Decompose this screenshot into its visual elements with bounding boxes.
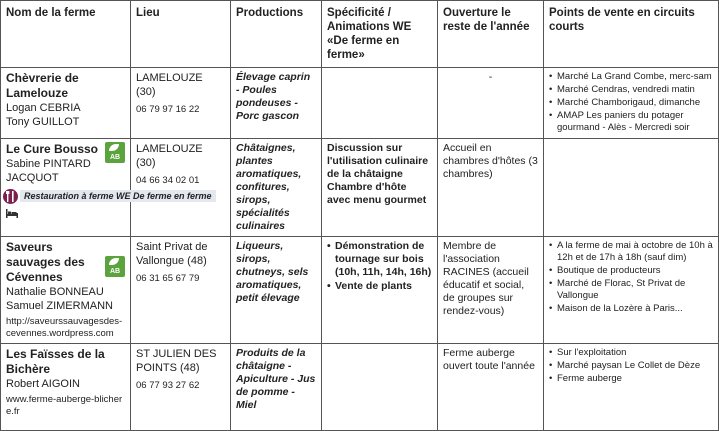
header-row: [1, 1, 719, 68]
specificite-text: Discussion sur l'utilisation culinaire de la châtaigne Chambre d'hôte avec menu gourmet: [327, 142, 429, 206]
ouverture-text: Membre de l'association RACINES (accueil éducatif et social, de groupes sur rendez-vous): [443, 240, 529, 317]
fork-knife-icon: [3, 189, 18, 204]
cell-productions: [231, 139, 322, 237]
website-link[interactable]: http://saveurssauvagesdes-cevennes.wordpress.com: [6, 316, 123, 339]
productions-text: Liqueurs, sirops, chutneys, sels aromatiques, petit élevage: [236, 240, 309, 304]
cell-productions: [231, 344, 322, 431]
person-name: Logan CEBRIA: [6, 102, 81, 114]
productions-text: Produits de la châtaigne - Apiculture - Jus de pomme - Miel: [236, 347, 316, 411]
cell-points-vente: [544, 237, 719, 344]
header-specificite: Spécificité / Animations WE «De ferme en ferme»: [322, 1, 438, 68]
cell-specificite: [322, 139, 438, 237]
cell-points-vente: [544, 68, 719, 139]
lieu-text: LAMELOUZE (30): [136, 143, 203, 169]
cell-lieu: [131, 237, 231, 344]
organic-ab-logo: AB: [105, 142, 125, 163]
cell-nom: [1, 237, 131, 344]
restauration-banner: [6, 189, 212, 203]
cell-ouverture: [438, 68, 544, 139]
restauration-label: Restauration à ferme WE De ferme en ferme: [20, 190, 216, 202]
list-item: • Sur l'exploitation: [557, 347, 713, 359]
person-name: Robert AIGOIN: [6, 378, 80, 390]
table-row: [1, 237, 719, 344]
farm-name: Chèvrerie de Lamelouze: [6, 71, 79, 100]
cell-productions: [231, 68, 322, 139]
list-item: • Marché La Grand Combe, merc-sam: [557, 71, 713, 83]
cell-points-vente: [544, 139, 719, 237]
cell-ouverture: [438, 139, 544, 237]
cell-points-vente: [544, 344, 719, 431]
productions-text: Élevage caprin - Poules pondeuses - Porc gascon: [236, 71, 311, 122]
list-item: • Marché Chamborigaud, dimanche: [557, 97, 713, 109]
cell-ouverture: [438, 237, 544, 344]
lieu-text: LAMELOUZE (30): [136, 72, 203, 98]
lieu-text: Saint Privat de Vallongue (48): [136, 241, 208, 267]
list-item: • Marché paysan Le Collet de Dèze: [557, 360, 713, 372]
productions-text: Châtaignes, plantes aromatiques, confitures, sirops, spécialités culinaires: [236, 142, 302, 232]
header-ouverture: Ouverture le reste de l'année: [438, 1, 544, 68]
cell-lieu: [131, 68, 231, 139]
header-points-vente: Points de vente en circuits courts: [544, 1, 719, 68]
person-name: Samuel ZIMERMANN: [6, 300, 113, 312]
points-list: [549, 71, 713, 134]
cell-specificite: [322, 237, 438, 344]
header-productions: Productions: [231, 1, 322, 68]
phone-number: 06 31 65 67 79: [136, 273, 200, 284]
person-name: Sabine PINTARD: [6, 158, 91, 170]
person-name: Tony GUILLOT: [6, 116, 80, 128]
header-nom: Nom de la ferme: [1, 1, 131, 68]
cell-nom: [1, 68, 131, 139]
header-lieu: Lieu: [131, 1, 231, 68]
cell-lieu: [131, 344, 231, 431]
ouverture-text: -: [488, 71, 493, 83]
list-item: • Marché de Florac, St Privat de Vallongue: [557, 278, 713, 302]
points-list: [549, 240, 713, 315]
person-name: Nathalie BONNEAU: [6, 286, 104, 298]
list-item: • Boutique de producteurs: [557, 265, 713, 277]
cell-nom: [1, 344, 131, 431]
cell-lieu: [131, 139, 231, 237]
table-row: [1, 139, 719, 237]
points-list: [549, 347, 713, 385]
list-item: • Maison de la Lozère à Paris...: [557, 303, 713, 315]
list-item: • Marché Cendras, vendredi matin: [557, 84, 713, 96]
cell-productions: [231, 237, 322, 344]
phone-number: 06 79 97 16 22: [136, 104, 200, 115]
ouverture-text: Ferme auberge ouvert toute l'année: [443, 347, 535, 372]
cell-ouverture: [438, 344, 544, 431]
bed-icon: [6, 209, 125, 219]
cell-specificite: [322, 344, 438, 431]
lieu-text: ST JULIEN DES POINTS (48): [136, 348, 217, 374]
list-item: • Démonstration de tournage sur bois (10h, 11h, 14h, 16h): [335, 240, 432, 279]
website-link[interactable]: www.ferme-auberge-blichere.fr: [6, 394, 123, 417]
organic-ab-logo: AB: [105, 256, 125, 277]
table-row: [1, 68, 719, 139]
cell-specificite: [322, 68, 438, 139]
list-item: • Vente de plants: [335, 280, 432, 293]
specificite-list: [327, 240, 432, 293]
person-name: JACQUOT: [6, 172, 59, 184]
list-item: • AMAP Les paniers du potager gourmand - Alès - Mercredi soir: [557, 110, 713, 134]
phone-number: 04 66 34 02 01: [136, 175, 200, 186]
list-item: • A la ferme de mai à octobre de 10h à 12h et de 17h à 18h (sauf dim): [557, 240, 713, 264]
list-item: • Ferme auberge: [557, 373, 713, 385]
table-row: [1, 344, 719, 431]
ouverture-text: Accueil en chambres d'hôtes (3 chambres): [443, 142, 538, 180]
farm-name: Saveurs sauvages des Cévennes: [6, 240, 85, 284]
farm-name: Le Cure Bousso: [6, 142, 99, 156]
phone-number: 06 77 93 27 62: [136, 380, 200, 391]
farm-name: Les Faïsses de la Bichère: [6, 347, 105, 376]
